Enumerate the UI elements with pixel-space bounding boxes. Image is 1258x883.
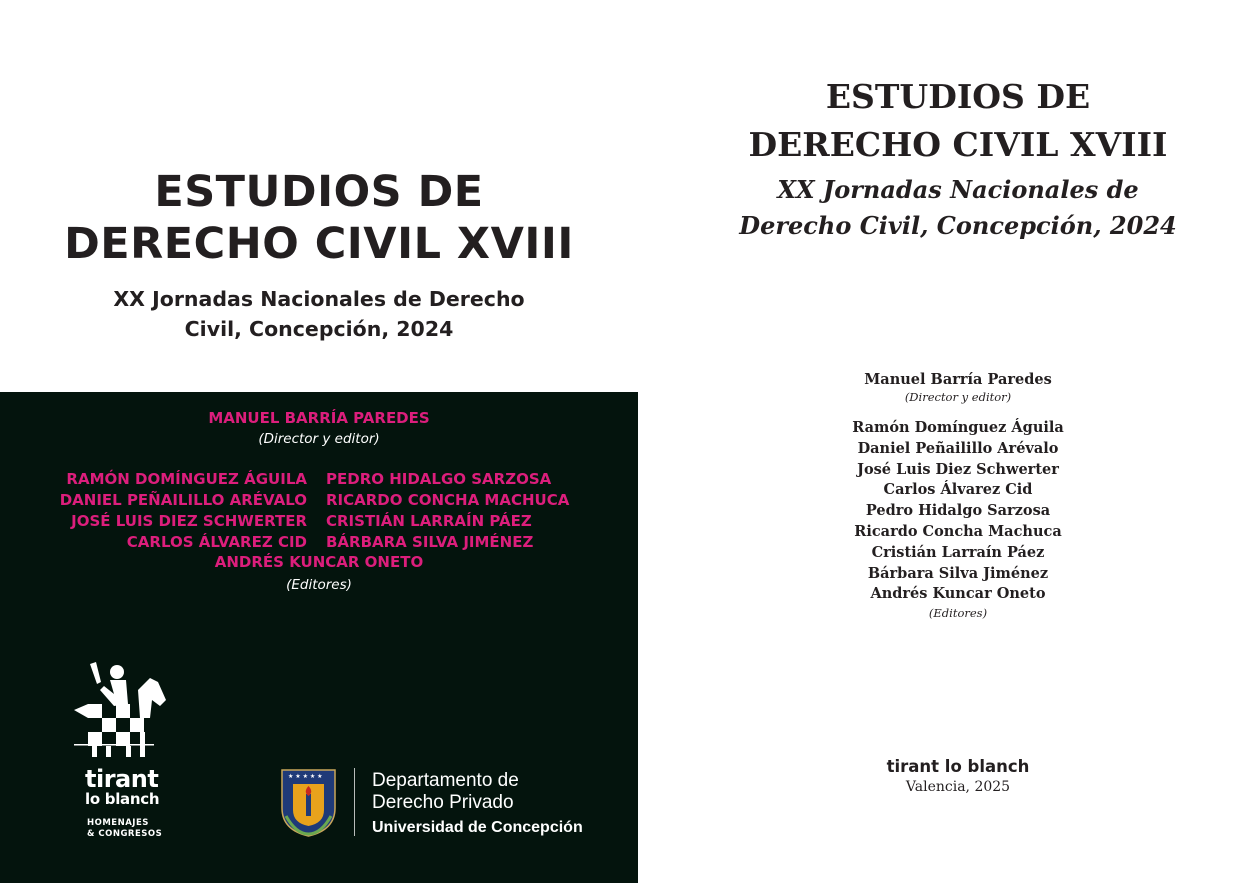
collection-line1: HOMENAJES (87, 818, 149, 828)
cover-editor: RAMÓN DOMÍNGUEZ ÁGUILA (66, 470, 307, 488)
title-page-editor: José Luis Diez Schwerter (857, 460, 1059, 478)
cover-editors (0, 469, 638, 553)
university-name (372, 770, 583, 840)
title-page-editor: Ricardo Concha Machuca (854, 522, 1062, 540)
collection-line2: & CONGRESOS (87, 829, 163, 839)
university-line2: Derecho Privado (372, 792, 514, 813)
university-line1: Departamento de (372, 770, 519, 791)
publisher-logo-text (85, 767, 159, 807)
cover-editor: DANIEL PEÑAILILLO ARÉVALO (59, 491, 307, 509)
svg-text:★ ★ ★ ★ ★: ★ ★ ★ ★ ★ (288, 773, 323, 780)
cover-editor: RICARDO CONCHA MACHUCA (326, 491, 570, 509)
cover-editor: CRISTIÁN LARRAÍN PÁEZ (326, 512, 532, 530)
cover-title (0, 166, 638, 270)
university-divider (354, 768, 355, 836)
cover-editor: CARLOS ÁLVAREZ CID (126, 533, 307, 551)
cover-editors-role: (Editores) (286, 577, 352, 593)
title-page-editor: Cristián Larraín Páez (871, 543, 1045, 561)
cover-subtitle-line1: XX Jornadas Nacionales de Derecho (113, 287, 525, 311)
university-line3: Universidad de Concepción (372, 819, 583, 836)
cover-dark-panel (0, 392, 638, 883)
publisher-name-line2: lo blanch (85, 790, 160, 808)
cover-editors-left-column (60, 469, 307, 553)
cover-editor-last: ANDRÉS KUNCAR ONETO (214, 553, 424, 571)
title-page-subtitle-line1: XX Jornadas Nacionales de (777, 175, 1139, 204)
title-page-editor: Ramón Domínguez Águila (852, 419, 1064, 436)
title-page-place-year: Valencia, 2025 (905, 779, 1011, 795)
title-page-publisher: tirant lo blanch (886, 757, 1030, 776)
cover-subtitle-line2: Civil, Concepción, 2024 (184, 317, 454, 341)
cover-editors-right-column (326, 469, 569, 553)
title-page-editors (640, 418, 1258, 605)
cover-editor: PEDRO HIDALGO SARZOSA (326, 470, 552, 488)
title-page-editor: Daniel Peñailillo Arévalo (857, 439, 1059, 457)
title-page-editor: Andrés Kuncar Oneto (870, 585, 1046, 603)
cover-editor: BÁRBARA SILVA JIMÉNEZ (326, 533, 534, 551)
title-page-director: Manuel Barría Paredes (864, 371, 1052, 388)
title-page-editor: Bárbara Silva Jiménez (867, 564, 1049, 582)
collection-name (87, 818, 162, 840)
cover-title-line2: DERECHO CIVIL XVIII (64, 219, 574, 269)
title-page (640, 0, 1258, 883)
cover-director: MANUEL BARRÍA PAREDES (208, 409, 430, 427)
cover-director-role: (Director y editor) (258, 431, 380, 447)
title-page-editors-role: (Editores) (928, 606, 988, 620)
title-page-title-line2: DERECHO CIVIL XVIII (748, 125, 1168, 164)
cover-subtitle (0, 284, 638, 344)
cover-editor: JOSÉ LUIS DIEZ SCHWERTER (71, 512, 307, 530)
cover-title-line1: ESTUDIOS DE (154, 167, 484, 217)
university-shield-icon (280, 768, 337, 838)
title-page-editor: Pedro Hidalgo Sarzosa (865, 502, 1051, 520)
publisher-name-line1: tirant (85, 765, 159, 793)
title-page-subtitle-line2: Derecho Civil, Concepción, 2024 (739, 211, 1177, 240)
title-page-subtitle (640, 172, 1258, 244)
knight-on-horse-icon (70, 660, 170, 758)
title-page-editor: Carlos Álvarez Cid (883, 481, 1033, 499)
title-page-title (640, 73, 1258, 169)
title-page-director-role: (Director y editor) (904, 390, 1012, 404)
title-page-title-line1: ESTUDIOS DE (825, 77, 1091, 116)
